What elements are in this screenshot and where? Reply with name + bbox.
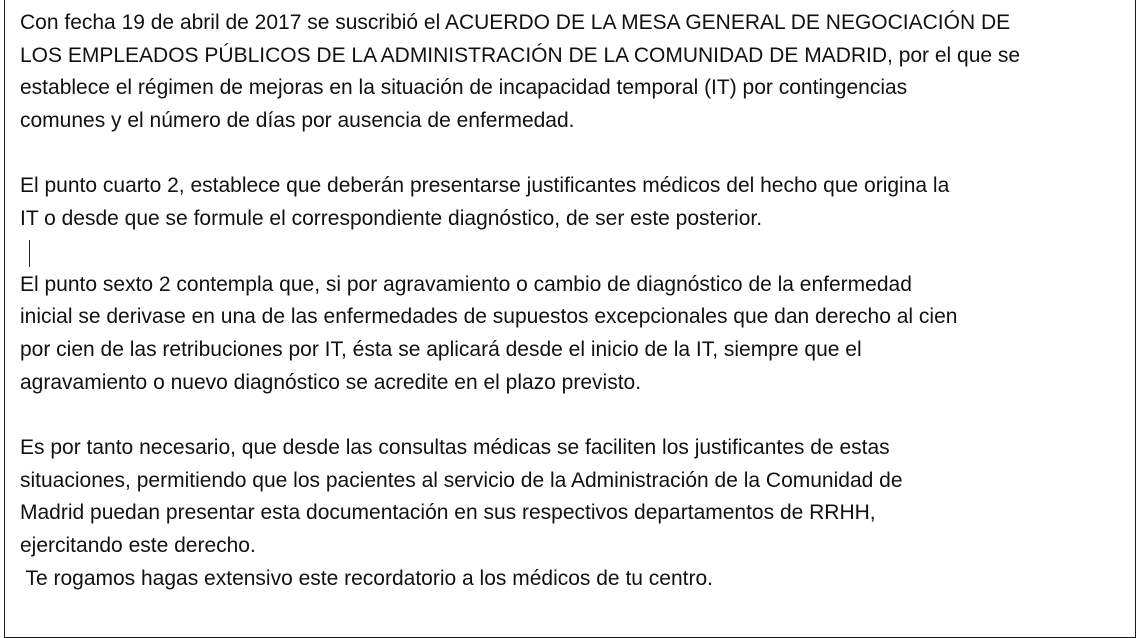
text-line: El punto cuarto 2, establece que deberán presentarse justificantes médicos del hecho que origina la bbox=[20, 174, 950, 198]
blank-line bbox=[20, 399, 1130, 432]
paragraph-punto-sexto bbox=[20, 269, 1130, 400]
paragraph-punto-cuarto bbox=[20, 170, 1130, 235]
text-line: situaciones, permitiendo que los pacientes al servicio de la Administración de la Comunidad de bbox=[20, 468, 903, 492]
text-line: Madrid puedan presentar esta documentación en sus respectivos departamentos de RRHH, bbox=[20, 501, 876, 525]
text-line: IT o desde que se formule el correspondiente diagnóstico, de ser este posterior. bbox=[20, 207, 763, 231]
paragraph-conclusion bbox=[20, 432, 1130, 595]
document-body[interactable] bbox=[20, 7, 1130, 595]
text-line: Te rogamos hagas extensivo este recordatorio a los médicos de tu centro. bbox=[20, 566, 713, 590]
text-line: por cien de las retribuciones por IT, ésta se aplicará desde el inicio de la IT, siempre que el bbox=[20, 337, 862, 361]
document-page bbox=[4, 0, 1136, 638]
text-line: comunes y el número de días por ausencia de enfermedad. bbox=[20, 109, 575, 133]
blank-line-with-caret[interactable] bbox=[20, 236, 1130, 269]
text-line: ejercitando este derecho. bbox=[20, 534, 256, 557]
blank-line bbox=[20, 138, 1130, 171]
text-cursor bbox=[29, 240, 30, 267]
text-line: Con fecha 19 de abril de 2017 se suscribió el ACUERDO DE LA MESA GENERAL DE NEGOCIACIÓN DE bbox=[20, 11, 1011, 34]
text-line: inicial se derivase en una de las enfermedades de supuestos excepcionales que dan derecho al cien bbox=[20, 305, 958, 329]
text-line: agravamiento o nuevo diagnóstico se acredite en el plazo previsto. bbox=[20, 370, 642, 394]
text-line: LOS EMPLEADOS PÚBLICOS DE LA ADMINISTRACIÓN DE LA COMUNIDAD DE MADRID, por el que se bbox=[20, 43, 1021, 67]
paragraph-agreement bbox=[20, 7, 1130, 138]
text-line: establece el régimen de mejoras en la situación de incapacidad temporal (IT) por contingencias bbox=[20, 76, 908, 100]
text-line: Es por tanto necesario, que desde las consultas médicas se faciliten los justificantes de estas bbox=[20, 435, 890, 459]
text-line: El punto sexto 2 contempla que, si por agravamiento o cambio de diagnóstico de la enfermedad bbox=[20, 272, 912, 296]
